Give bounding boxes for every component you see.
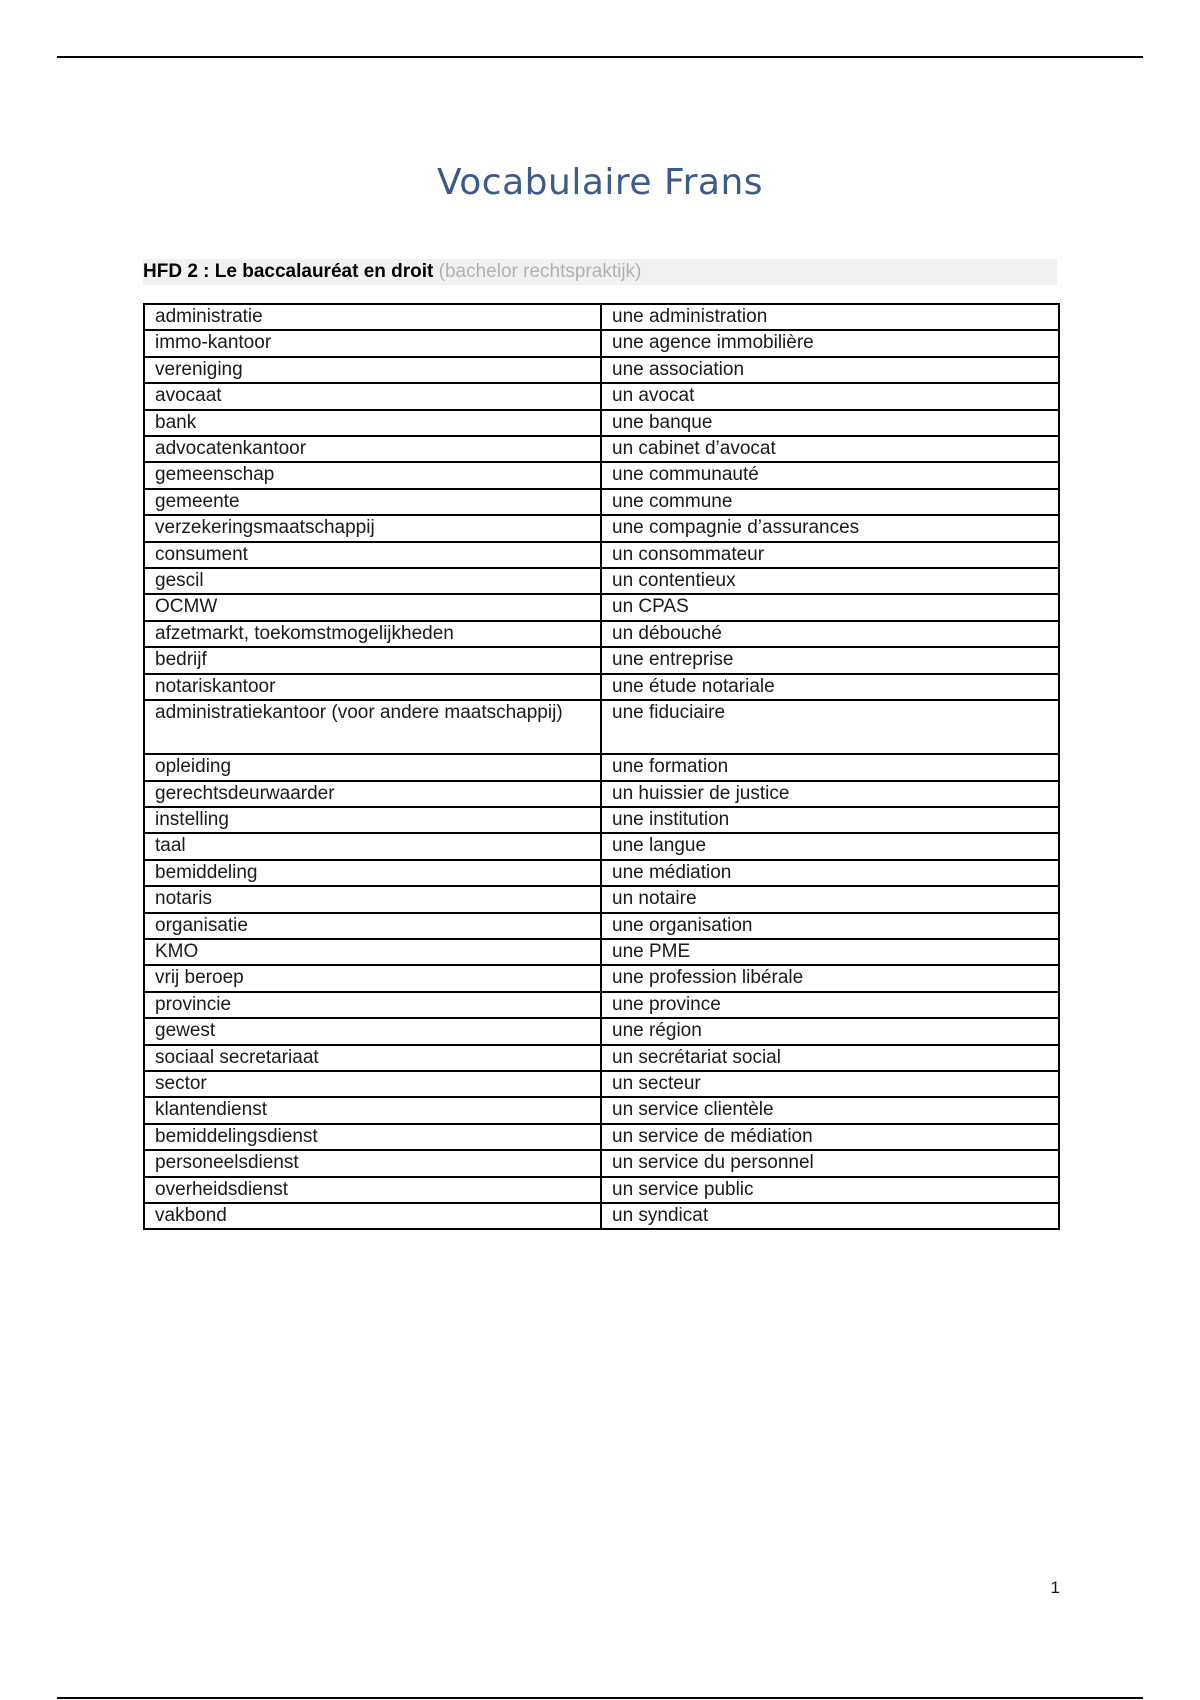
table-row [144, 330, 1059, 356]
table-row [144, 357, 1059, 383]
table-row [144, 542, 1059, 568]
document-title: Vocabulaire Frans [436, 162, 764, 203]
french-term: une province [601, 992, 1059, 1018]
table-row [144, 1045, 1059, 1071]
table-row [144, 462, 1059, 488]
french-term: un service public [601, 1177, 1059, 1203]
table-row [144, 674, 1059, 700]
table-row [144, 1124, 1059, 1150]
table-row [144, 965, 1059, 991]
table-row [144, 621, 1059, 647]
french-term: une compagnie d’assurances [601, 515, 1059, 541]
table-row [144, 647, 1059, 673]
french-term: une fiduciaire [601, 700, 1059, 754]
table-row [144, 304, 1059, 330]
table-row [144, 1203, 1059, 1229]
french-term: un débouché [601, 621, 1059, 647]
dutch-term: overheidsdienst [144, 1177, 601, 1203]
dutch-term: advocatenkantoor [144, 436, 601, 462]
table-row [144, 1071, 1059, 1097]
table-row [144, 568, 1059, 594]
dutch-term: sector [144, 1071, 601, 1097]
dutch-term: gemeente [144, 489, 601, 515]
table-row [144, 410, 1059, 436]
table-row [144, 992, 1059, 1018]
french-term: un avocat [601, 383, 1059, 409]
dutch-term: verzekeringsmaatschappij [144, 515, 601, 541]
french-term: une médiation [601, 860, 1059, 886]
french-term: un service du personnel [601, 1150, 1059, 1176]
dutch-term: gerechtsdeurwaarder [144, 781, 601, 807]
dutch-term: organisatie [144, 913, 601, 939]
dutch-term: avocaat [144, 383, 601, 409]
dutch-term: personeelsdienst [144, 1150, 601, 1176]
section-heading-translation: (bachelor rechtspraktijk) [433, 261, 642, 282]
dutch-term: klantendienst [144, 1097, 601, 1123]
page-number: 1 [1050, 1578, 1060, 1597]
french-term: une organisation [601, 913, 1059, 939]
dutch-term: notariskantoor [144, 674, 601, 700]
french-term: une étude notariale [601, 674, 1059, 700]
french-term: un CPAS [601, 594, 1059, 620]
french-term: une administration [601, 304, 1059, 330]
french-term: un contentieux [601, 568, 1059, 594]
table-row [144, 939, 1059, 965]
french-term: une institution [601, 807, 1059, 833]
table-row [144, 860, 1059, 886]
dutch-term: KMO [144, 939, 601, 965]
french-term: un secteur [601, 1071, 1059, 1097]
dutch-term: bemiddelingsdienst [144, 1124, 601, 1150]
footer-rule [57, 1697, 1143, 1699]
french-term: une formation [601, 754, 1059, 780]
french-term: un syndicat [601, 1203, 1059, 1229]
dutch-term: vakbond [144, 1203, 601, 1229]
table-row [144, 594, 1059, 620]
dutch-term: provincie [144, 992, 601, 1018]
table-row [144, 754, 1059, 780]
french-term: un huissier de justice [601, 781, 1059, 807]
dutch-term: afzetmarkt, toekomstmogelijkheden [144, 621, 601, 647]
dutch-term: gescil [144, 568, 601, 594]
french-term: un secrétariat social [601, 1045, 1059, 1071]
table-row [144, 489, 1059, 515]
dutch-term: vereniging [144, 357, 601, 383]
french-term: un cabinet d’avocat [601, 436, 1059, 462]
header-rule [57, 56, 1143, 58]
table-row [144, 1177, 1059, 1203]
dutch-term: bank [144, 410, 601, 436]
french-term: une profession libérale [601, 965, 1059, 991]
dutch-term: bemiddeling [144, 860, 601, 886]
dutch-term: bedrijf [144, 647, 601, 673]
section-heading-label: HFD 2 : Le baccalauréat en droit [143, 261, 434, 282]
french-term: une région [601, 1018, 1059, 1044]
dutch-term: opleiding [144, 754, 601, 780]
table-row [144, 781, 1059, 807]
french-term: un service clientèle [601, 1097, 1059, 1123]
table-row [144, 436, 1059, 462]
dutch-term: gewest [144, 1018, 601, 1044]
table-row [144, 1018, 1059, 1044]
french-term: une banque [601, 410, 1059, 436]
dutch-term: OCMW [144, 594, 601, 620]
dutch-term: sociaal secretariaat [144, 1045, 601, 1071]
french-term: une communauté [601, 462, 1059, 488]
table-row [144, 1097, 1059, 1123]
table-row [144, 807, 1059, 833]
french-term: une commune [601, 489, 1059, 515]
french-term: une entreprise [601, 647, 1059, 673]
table-row [144, 1150, 1059, 1176]
french-term: un notaire [601, 886, 1059, 912]
french-term: un consommateur [601, 542, 1059, 568]
french-term: une PME [601, 939, 1059, 965]
french-term: un service de médiation [601, 1124, 1059, 1150]
dutch-term: taal [144, 833, 601, 859]
dutch-term: consument [144, 542, 601, 568]
table-row [144, 383, 1059, 409]
dutch-term: administratie [144, 304, 601, 330]
table-row [144, 700, 1059, 754]
dutch-term: vrij beroep [144, 965, 601, 991]
section-heading [143, 259, 1057, 285]
french-term: une association [601, 357, 1059, 383]
dutch-term: instelling [144, 807, 601, 833]
dutch-term: notaris [144, 886, 601, 912]
dutch-term: administratiekantoor (voor andere maatschappij) [144, 700, 601, 754]
french-term: une langue [601, 833, 1059, 859]
french-term: une agence immobilière [601, 330, 1059, 356]
table-row [144, 833, 1059, 859]
table-row [144, 913, 1059, 939]
dutch-term: immo-kantoor [144, 330, 601, 356]
dutch-term: gemeenschap [144, 462, 601, 488]
table-row [144, 515, 1059, 541]
vocabulary-table [143, 303, 1060, 1230]
table-row [144, 886, 1059, 912]
